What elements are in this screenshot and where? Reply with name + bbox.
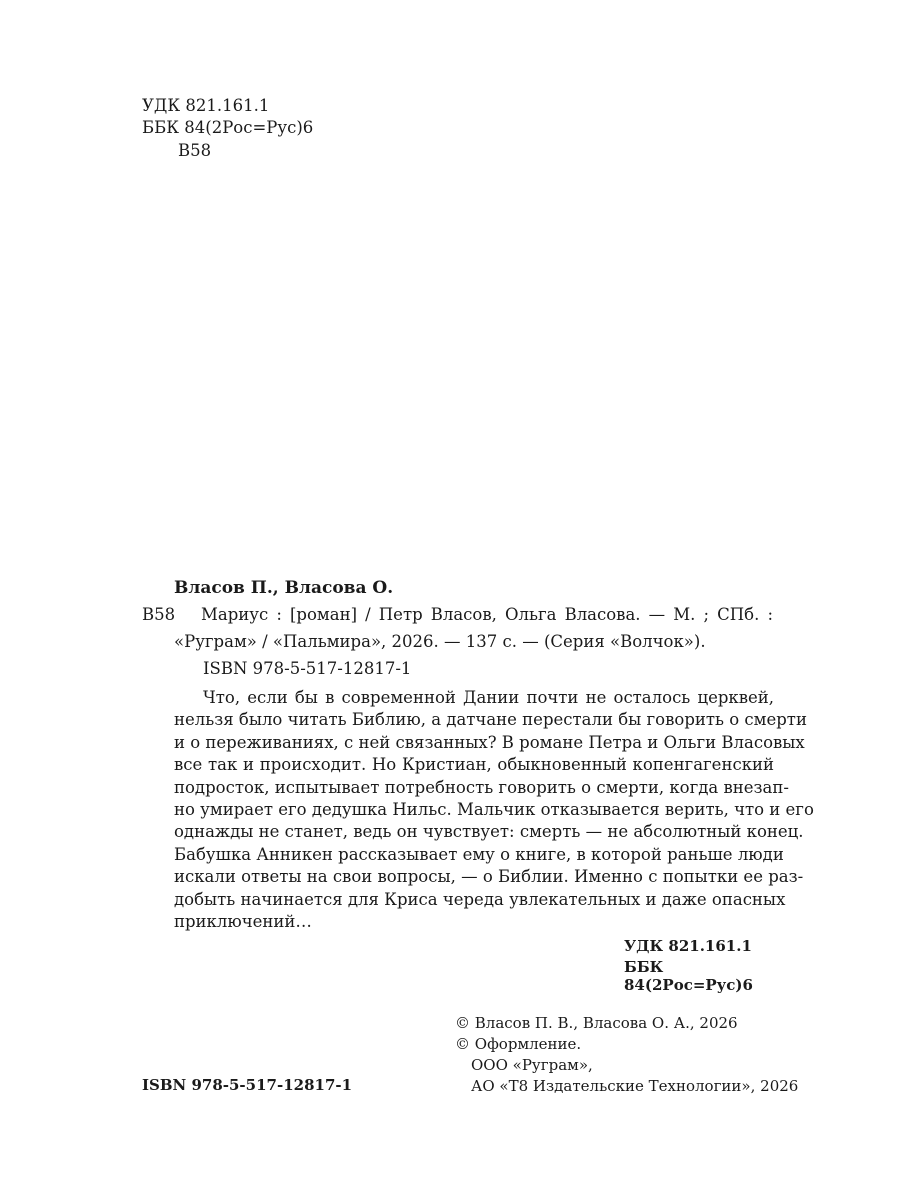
- annotation-line: искали ответы на свои вопросы, — о Библии. Именно с попытки ее раз-: [174, 867, 804, 887]
- copyright-design: © Оформление.: [455, 1035, 582, 1053]
- udk-code-right: УДК 821.161.1: [624, 937, 752, 955]
- annotation-line: Бабушка Анникен рассказывает ему о книге, в которой раньше люди: [174, 844, 784, 864]
- annotation-line: Что, если бы в современной Дании почти не осталось церквей,: [203, 688, 774, 707]
- isbn-footer: ISBN 978-5-517-12817-1: [142, 1076, 353, 1094]
- author-mark-top: В58: [178, 141, 212, 160]
- catalog-isbn: ISBN 978-5-517-12817-1: [203, 659, 412, 678]
- copyright-authors: © Власов П. В., Власова О. А., 2026: [455, 1014, 738, 1032]
- annotation-line: однажды не станет, ведь он чувствует: смерть — не абсолютный конец.: [174, 822, 804, 842]
- annotation-paragraph: [174, 687, 814, 933]
- annotation-line: добыть начинается для Криса череда увлекательных и даже опасных: [174, 889, 786, 909]
- catalog-author: Власов П., Власова О.: [174, 578, 394, 598]
- annotation-line: и о переживаниях, с ней связанных? В романе Петра и Ольги Власовых: [174, 732, 805, 752]
- udk-code-top: УДК 821.161.1: [142, 96, 270, 115]
- catalog-title-line-1: Мариус : [роман] / Петр Власов, Ольга Власова. — М. ; СПб. :: [201, 605, 773, 624]
- bbk-code-right: ББК 84(2Рос=Рус)6: [624, 958, 753, 994]
- annotation-line: приключений…: [174, 911, 312, 931]
- copyright-technologies: АО «Т8 Издательские Технологии», 2026: [471, 1077, 799, 1095]
- annotation-line: все так и происходит. Но Кристиан, обыкновенный копенгагенский: [174, 755, 774, 775]
- annotation-line: подросток, испытывает потребность говорить о смерти, когда внезап-: [174, 777, 789, 797]
- catalog-title-line-2: «Руграм» / «Пальмира», 2026. — 137 с. — (Серия «Волчок»).: [174, 632, 706, 651]
- bbk-code-top: ББК 84(2Рос=Рус)6: [142, 118, 314, 137]
- annotation-line: нельзя было читать Библию, а датчане перестали бы говорить о смерти: [174, 710, 807, 730]
- annotation-line: но умирает его дедушка Нильс. Мальчик отказывается верить, что и его: [174, 799, 814, 819]
- copyright-publisher: ООО «Руграм»,: [471, 1056, 593, 1074]
- catalog-author-mark: В58: [142, 605, 176, 624]
